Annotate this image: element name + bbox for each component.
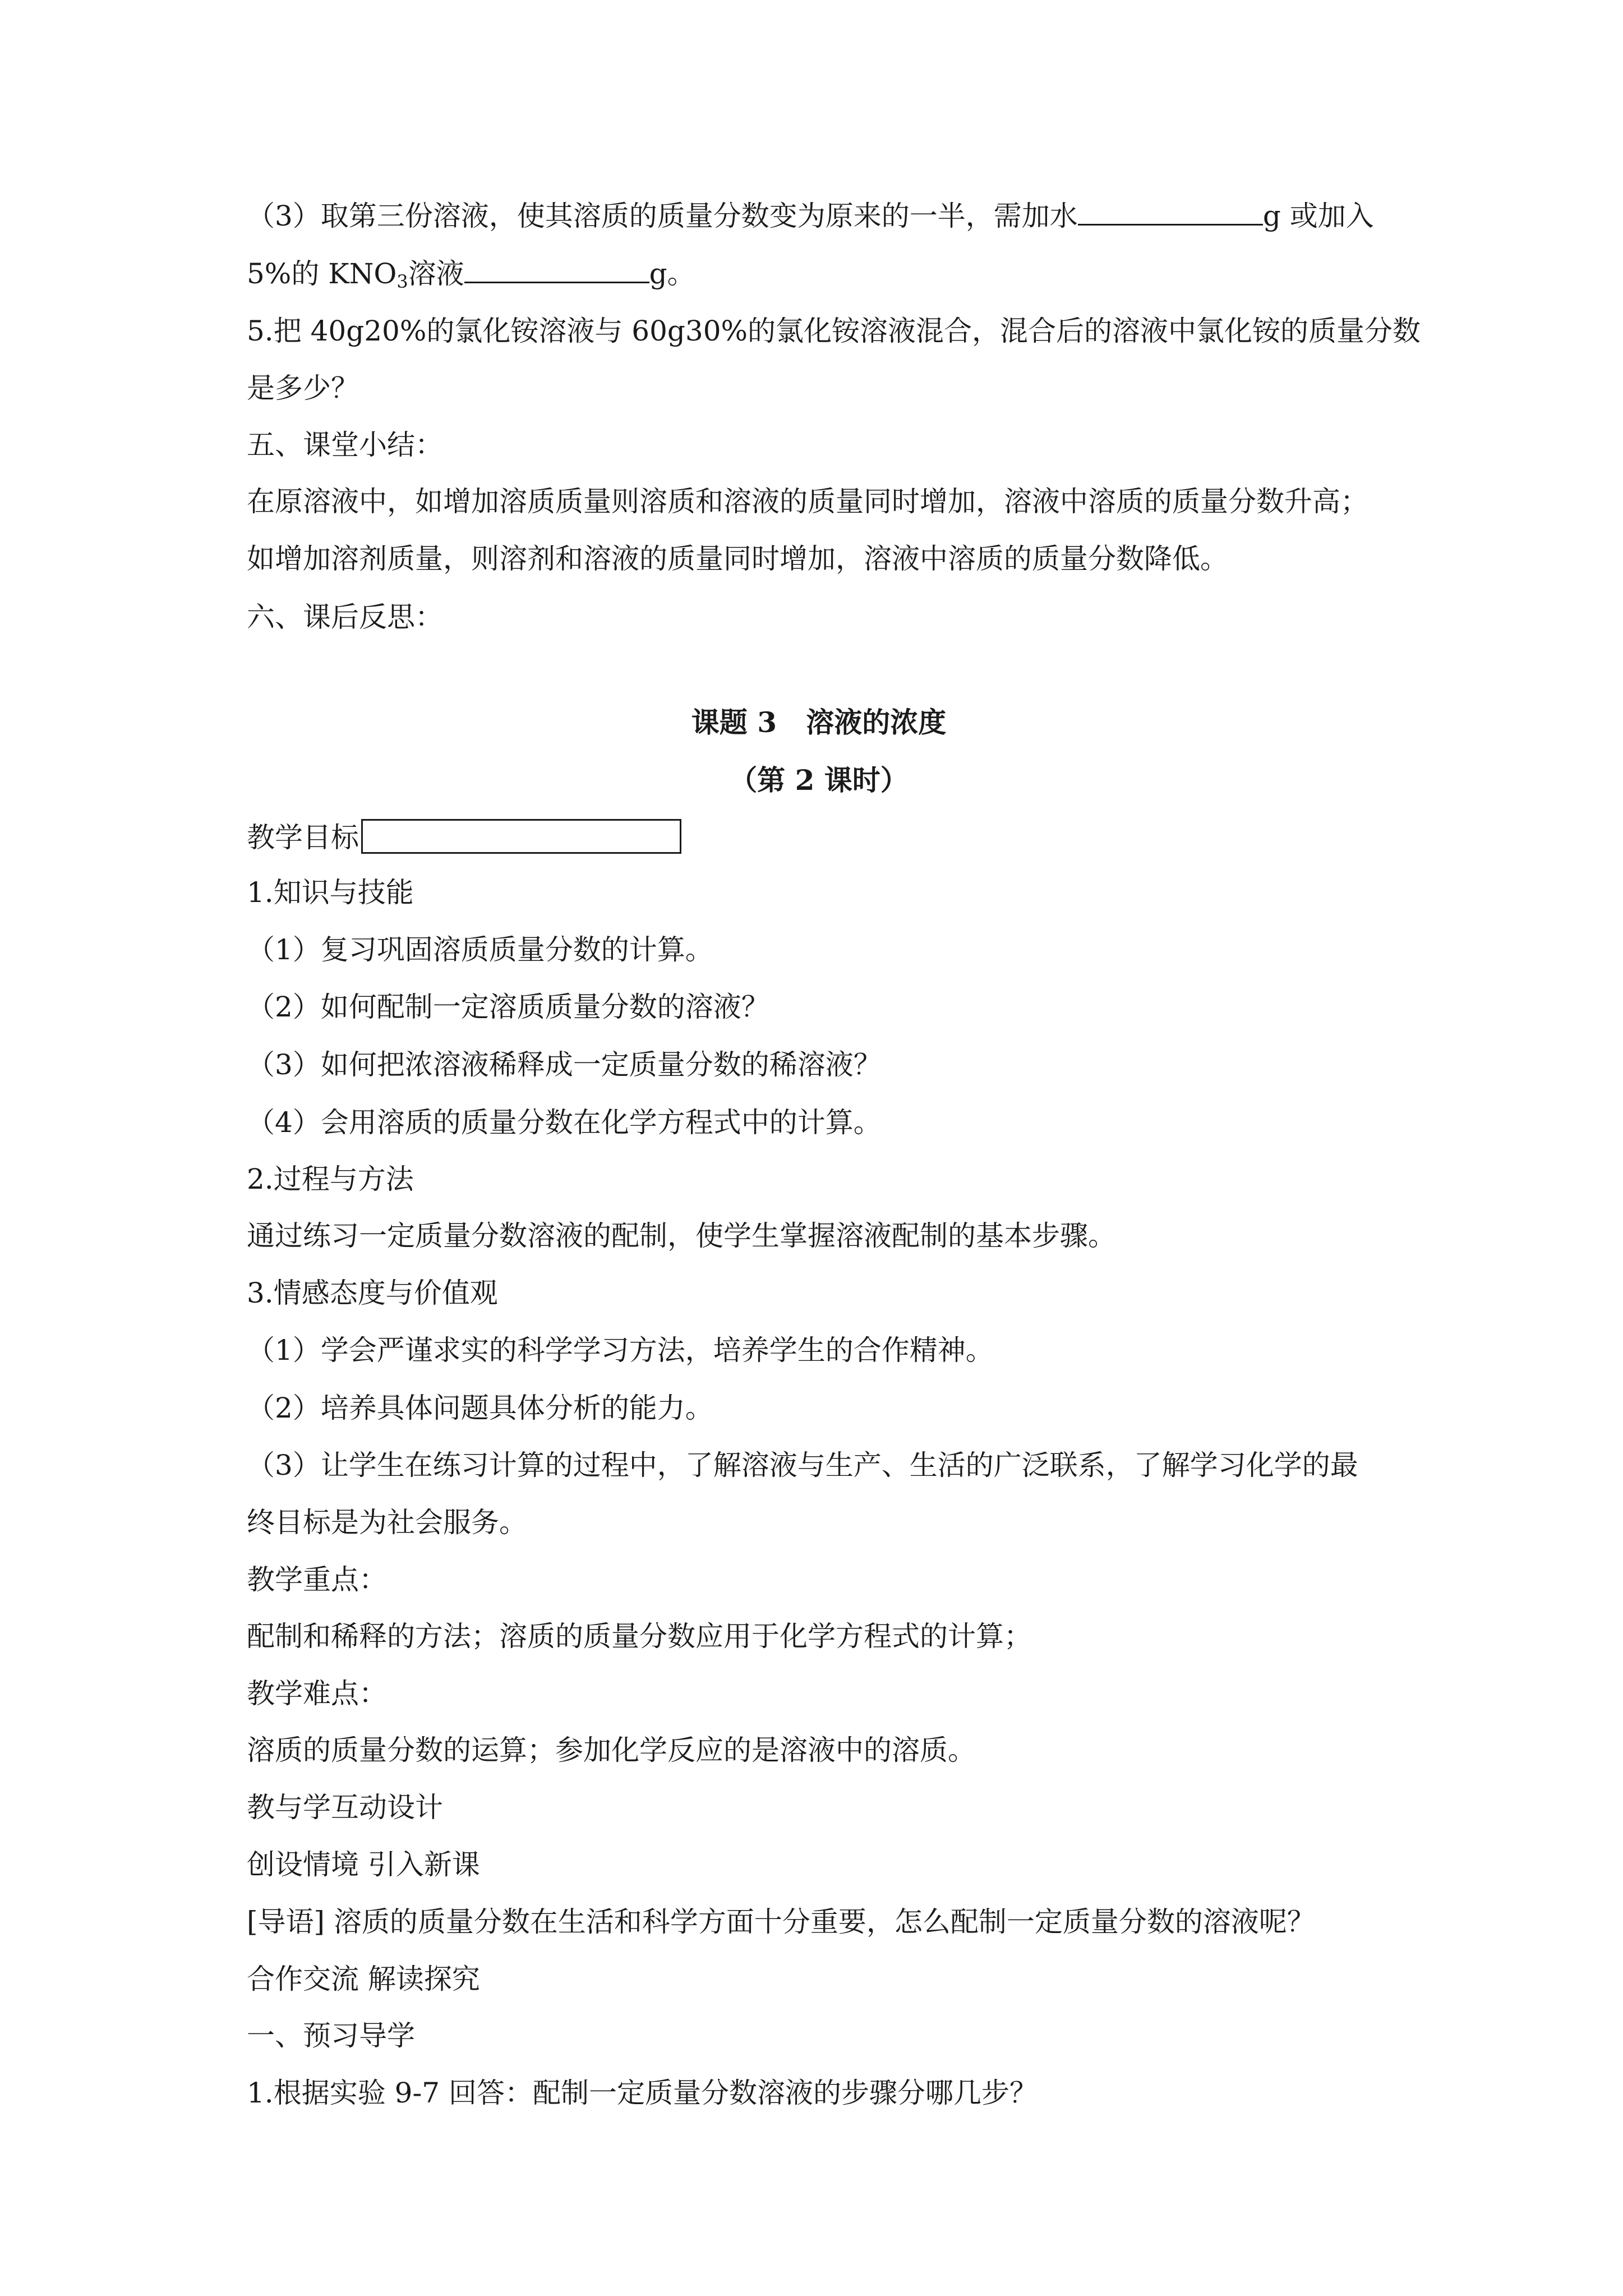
emotion-item: （3）让学生在练习计算的过程中，了解溶液与生产、生活的广泛联系，了解学习化学的最 [247, 1449, 1358, 1481]
difficult-points-text: 溶质的质量分数的运算；参加化学反应的是溶液中的溶质。 [247, 1734, 976, 1766]
process-text: 通过练习一定质量分数溶液的配制，使学生掌握溶液配制的基本步骤。 [247, 1220, 1116, 1252]
objectives-label: 教学目标 [247, 821, 359, 854]
summary-heading: 五、课堂小结： [247, 429, 443, 461]
emotion-item: （2）培养具体问题具体分析的能力。 [247, 1392, 713, 1424]
question-3-line-2 [247, 257, 695, 298]
knowledge-item: （2）如何配制一定溶质质量分数的溶液？ [247, 991, 769, 1023]
emotion-item: （1）学会严谨求实的科学学习方法，培养学生的合作精神。 [247, 1334, 994, 1366]
process-heading: 2.过程与方法 [247, 1163, 414, 1195]
guide-text: [导语] 溶质的质量分数在生活和科学方面十分重要，怎么配制一定质量分数的溶液呢？ [247, 1906, 1315, 1938]
interaction-heading: 教与学互动设计 [247, 1791, 443, 1824]
knowledge-item: （3）如何把浓溶液稀释成一定质量分数的稀溶液？ [247, 1048, 882, 1081]
question-3-kno3-text: 5%的 KNO [247, 257, 397, 290]
emotion-item-continued: 终目标是为社会服务。 [247, 1506, 527, 1539]
question-5-line-1: 5.把 40g20%的氯化铵溶液与 60g30%的氯化铵溶液混合，混合后的溶液中氯化铵的质量分数 [247, 315, 1421, 347]
lesson-title: 课题 3 溶液的浓度 [691, 706, 947, 739]
key-points-heading: 教学重点： [247, 1563, 387, 1596]
summary-line-2: 如增加溶剂质量，则溶剂和溶液的质量同时增加，溶液中溶质的质量分数降低。 [247, 542, 1228, 575]
question-3-text-2: g 或加入 [1262, 200, 1374, 232]
question-3-line-1 [247, 199, 1374, 233]
question-5-line-2: 是多少？ [247, 372, 359, 404]
reflection-heading: 六、课后反思： [247, 601, 443, 633]
preview-question-1: 1.根据实验 9-7 回答：配制一定质量分数溶液的步骤分哪几步？ [247, 2077, 1038, 2109]
summary-line-1: 在原溶液中，如增加溶质质量则溶质和溶液的质量同时增加，溶液中溶质的质量分数升高； [247, 485, 1368, 518]
question-3-text: （3）取第三份溶液，使其溶质的质量分数变为原来的一半，需加水 [247, 200, 1078, 232]
question-3-unit: g。 [649, 257, 695, 290]
knowledge-item: （4）会用溶质的质量分数在化学方程式中的计算。 [247, 1106, 882, 1139]
answer-blank-water[interactable] [1078, 199, 1263, 226]
emotion-heading: 3.情感态度与价值观 [247, 1277, 498, 1309]
knowledge-heading: 1.知识与技能 [247, 876, 414, 909]
objectives-row [247, 819, 681, 854]
knowledge-item: （1）复习巩固溶质质量分数的计算。 [247, 933, 713, 966]
difficult-points-heading: 教学难点： [247, 1677, 387, 1710]
lesson-subtitle: （第 2 课时） [729, 763, 909, 797]
key-points-text: 配制和稀释的方法；溶质的质量分数应用于化学方程式的计算； [247, 1620, 1032, 1653]
subscript: 3 [396, 271, 408, 292]
answer-blank-solution[interactable] [464, 257, 649, 283]
cooperate-heading: 合作交流 解读探究 [247, 1963, 480, 1995]
question-3-solution-text: 溶液 [408, 257, 464, 290]
preview-heading: 一、预习导学 [247, 2019, 415, 2052]
objectives-box[interactable] [361, 819, 681, 854]
scenario-heading: 创设情境 引入新课 [247, 1848, 480, 1881]
